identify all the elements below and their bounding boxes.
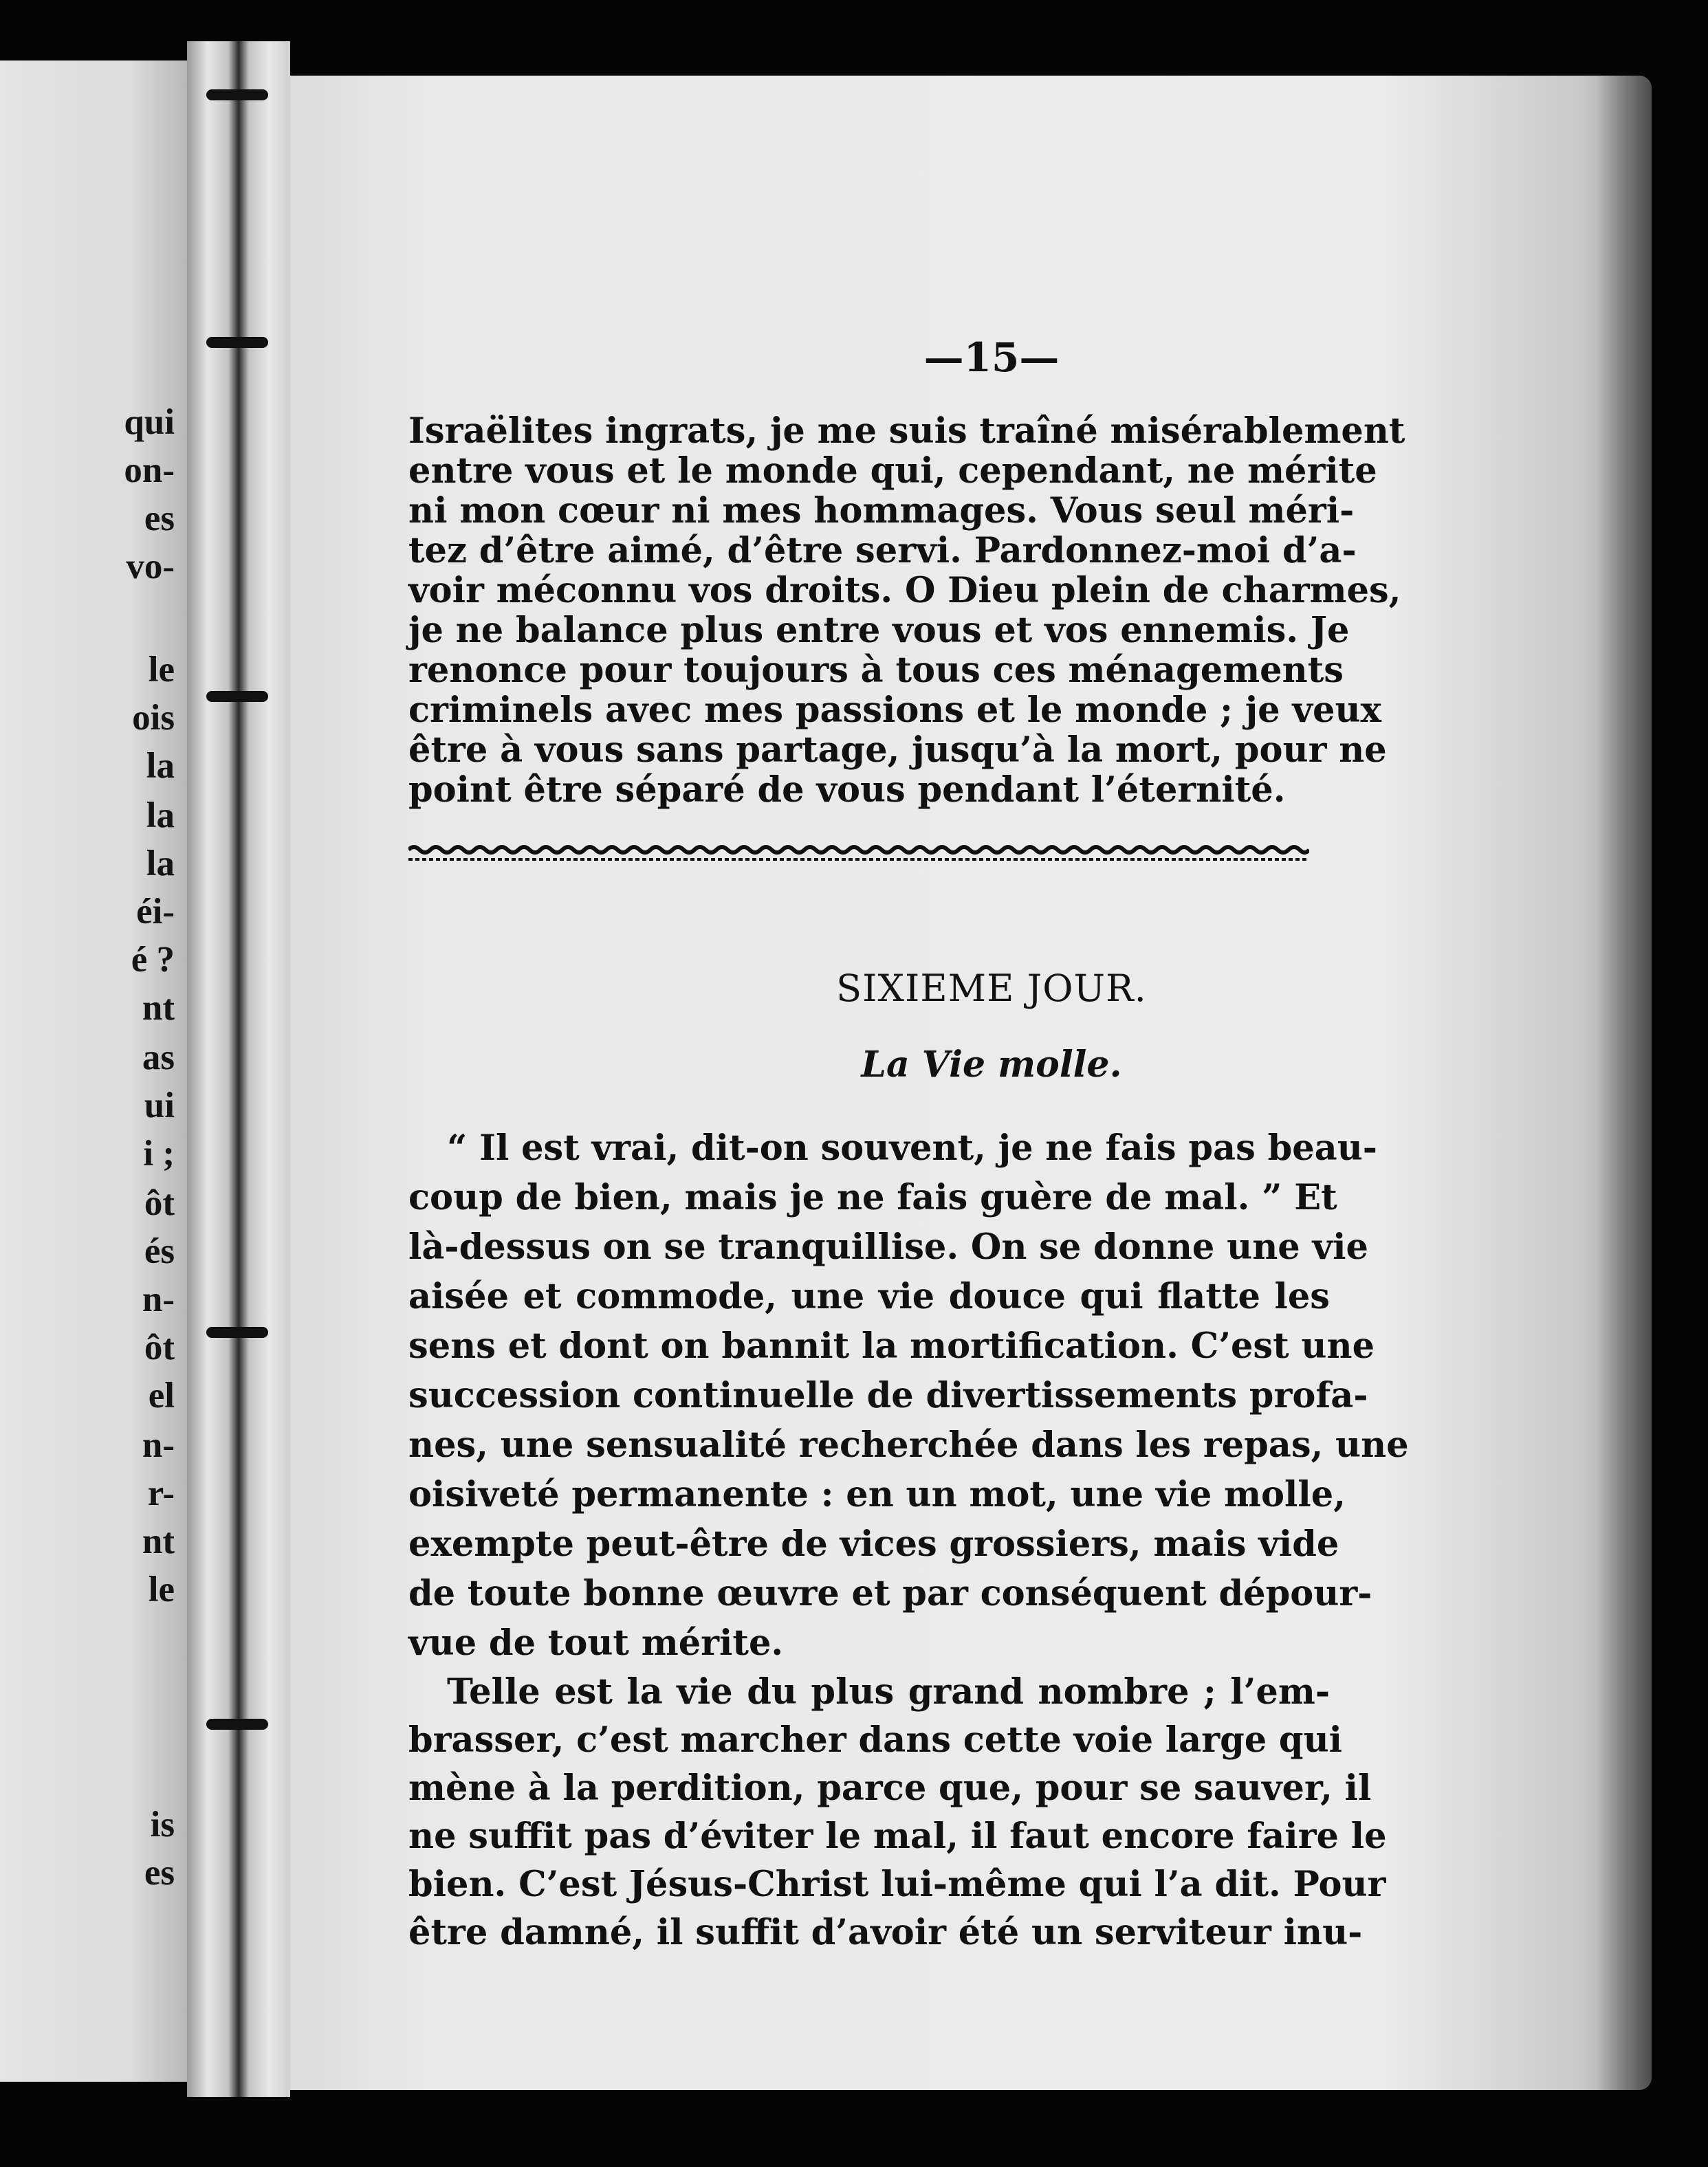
- left-page-line: la: [146, 795, 175, 835]
- left-page-line: es: [144, 1853, 175, 1893]
- text-line: ne suffit pas d’éviter le mal, il faut encore faire le: [408, 1816, 1387, 1857]
- left-page-line: on-: [124, 450, 175, 490]
- text-line: Telle est la vie du plus grand nombre ; l’em-: [447, 1671, 1330, 1713]
- text-line: sens et dont on bannit la mortification. C’est une: [408, 1326, 1375, 1367]
- book-spine: [187, 41, 290, 2097]
- section-title: SIXIEME JOUR.: [836, 967, 1147, 1010]
- left-page-fragment: [0, 60, 187, 2082]
- text-line: point être séparé de vous pendant l’éternité.: [408, 769, 1286, 811]
- text-line: brasser, c’est marcher dans cette voie large qui: [408, 1719, 1343, 1761]
- left-page-line: el: [148, 1376, 175, 1416]
- text-line: aisée et commode, une vie douce qui flatte les: [408, 1276, 1330, 1317]
- left-page-line: n-: [142, 1425, 175, 1465]
- paragraph-1: [408, 410, 1405, 811]
- left-page-line: la: [146, 746, 175, 786]
- binding-stitch: [206, 1327, 268, 1338]
- text-line: ni mon cœur ni mes hommages. Vous seul méri-: [408, 490, 1355, 531]
- left-page-line: is: [150, 1805, 175, 1845]
- binding-stitch: [206, 1719, 268, 1730]
- binding-stitch: [206, 337, 268, 348]
- paragraph-2: [408, 1123, 1409, 1668]
- left-page-line: nt: [142, 988, 175, 1028]
- text-line: là-dessus on se tranquillise. On se donne une vie: [408, 1226, 1368, 1268]
- section-subtitle: La Vie molle.: [861, 1044, 1122, 1086]
- left-page-line: és: [144, 1231, 175, 1271]
- left-page-line: é ?: [131, 940, 175, 980]
- text-line: être à vous sans partage, jusqu’à la mort, pour ne: [408, 729, 1387, 771]
- left-page-line: ui: [144, 1086, 175, 1125]
- left-page-line: r-: [147, 1473, 175, 1513]
- left-page-line: éi-: [136, 892, 175, 932]
- left-page-line: ois: [132, 698, 175, 738]
- page-number: —15—: [923, 334, 1060, 381]
- book-page: [290, 76, 1652, 2090]
- left-page-line: le: [148, 1570, 175, 1609]
- text-line: succession continuelle de divertissements profa-: [408, 1375, 1368, 1416]
- text-line: je ne balance plus entre vous et vos ennemis. Je: [408, 610, 1350, 651]
- left-page-line: ôt: [144, 1183, 175, 1223]
- left-page-line: ôt: [144, 1328, 175, 1367]
- text-line: criminels avec mes passions et le monde ; je veux: [408, 690, 1381, 731]
- left-page-line: n-: [142, 1279, 175, 1319]
- text-line: vue de tout mérite.: [408, 1622, 784, 1664]
- text-line: exempte peut-être de vices grossiers, mais vide: [408, 1524, 1339, 1565]
- text-line: voir méconnu vos droits. O Dieu plein de charmes,: [408, 570, 1401, 611]
- text-line: coup de bien, mais je ne fais guère de mal. ” Et: [408, 1177, 1337, 1218]
- paragraph-3: [408, 1668, 1387, 1957]
- text-line: mène à la perdition, parce que, pour se sauver, il: [408, 1768, 1372, 1809]
- text-line: être damné, il suffit d’avoir été un serviteur inu-: [408, 1912, 1363, 1953]
- binding-stitch: [206, 89, 268, 100]
- left-page-line: qui: [124, 402, 175, 442]
- text-line: de toute bonne œuvre et par conséquent dépour-: [408, 1573, 1372, 1614]
- left-page-line: le: [148, 650, 175, 690]
- binding-stitch: [206, 691, 268, 702]
- ornamental-rule: [408, 840, 1309, 868]
- left-page-line: vo-: [126, 547, 175, 586]
- text-line: Israëlites ingrats, je me suis traîné misérablement: [408, 410, 1405, 452]
- text-line: bien. C’est Jésus-Christ lui-même qui l’a dit. Pour: [408, 1864, 1386, 1905]
- text-line: “ Il est vrai, dit-on souvent, je ne fais pas beau-: [447, 1128, 1377, 1169]
- left-page-line: es: [144, 498, 175, 538]
- left-page-line: i ;: [143, 1134, 175, 1174]
- text-line: nes, une sensualité recherchée dans les repas, une: [408, 1424, 1409, 1466]
- left-page-line: nt: [142, 1521, 175, 1561]
- text-line: entre vous et le monde qui, cependant, ne mérite: [408, 450, 1377, 492]
- left-page-line: la: [146, 844, 175, 883]
- text-line: tez d’être aimé, d’être servi. Pardonnez-moi d’a-: [408, 530, 1357, 571]
- left-page-line: as: [142, 1037, 175, 1077]
- text-line: renonce pour toujours à tous ces ménagements: [408, 650, 1344, 691]
- text-line: oisiveté permanente : en un mot, une vie molle,: [408, 1474, 1346, 1515]
